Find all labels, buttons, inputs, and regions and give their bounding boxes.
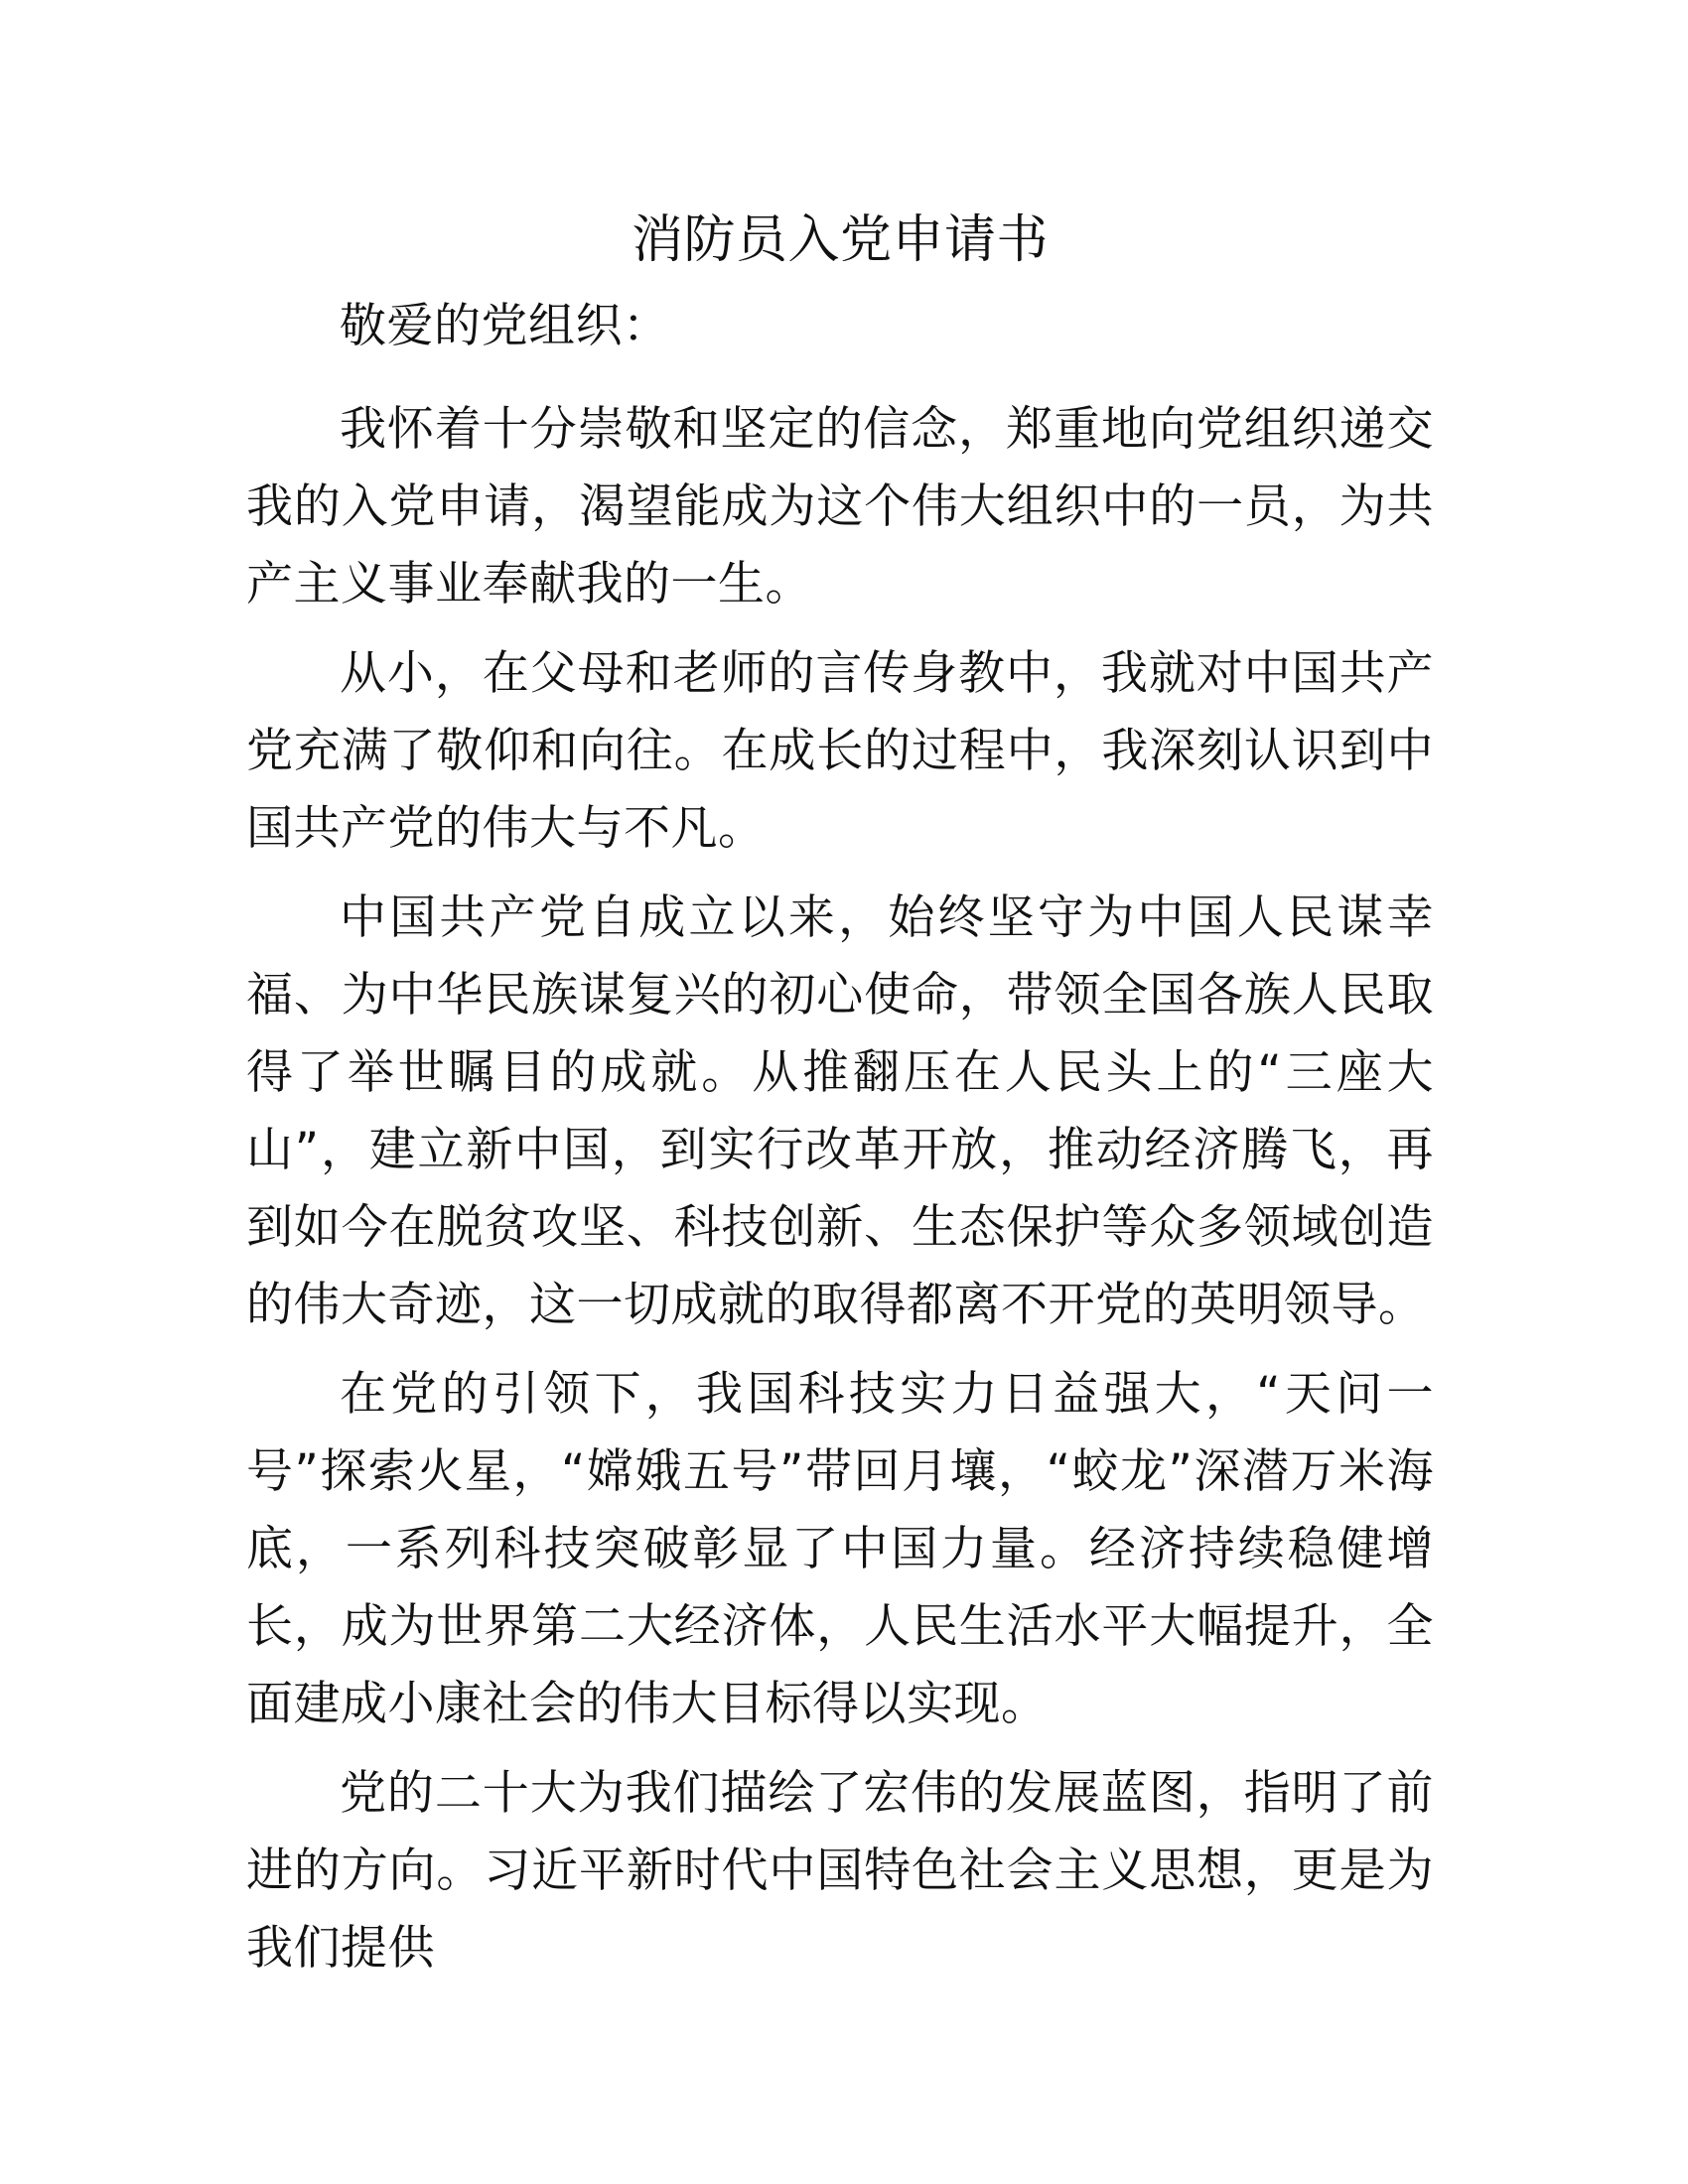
document-title: 消防员入党申请书 <box>631 210 1049 270</box>
salutation: 敬爱的党组织： <box>340 299 670 353</box>
paragraph-childhood: 从小，在父母和老师的言传身教中，我就对中国共产党充满了敬仰和向往。在成长的过程中，我深刻认识到中国共产党的伟大与不凡。 <box>246 646 1434 856</box>
document-body <box>246 199 1434 1999</box>
paragraph-twentieth-congress: 党的二十大为我们描绘了宏伟的发展蓝图，指明了前进的方向。习近平新时代中国特色社会主义思想，更是为我们提供 <box>246 1766 1434 1976</box>
paragraph-party-history: 中国共产党自成立以来，始终坚守为中国人民谋幸福、为中华民族谋复兴的初心使命，带领全国各族人民取得了举世瞩目的成就。从推翻压在人民头上的“三座大山”，建立新中国，到实行改革开放，推动经济腾飞，再到如今在脱贫攻坚、科技创新、生态保护等众多领域创造的伟大奇迹，这一切成就的取得都离不开党的英明领导。 <box>246 890 1434 1332</box>
paragraph-achievements: 在党的引领下，我国科技实力日益强大，“天问一号”探索火星，“嫦娥五号”带回月壤，“蛟龙”深潜万米海底，一系列科技突破彰显了中国力量。经济持续稳健增长，成为世界第二大经济体，人民生活水平大幅提升，全面建成小康社会的伟大目标得以实现。 <box>246 1367 1434 1731</box>
paragraph-intent: 我怀着十分崇敬和坚定的信念，郑重地向党组织递交我的入党申请，渴望能成为这个伟大组织中的一员，为共产主义事业奉献我的一生。 <box>246 402 1434 612</box>
